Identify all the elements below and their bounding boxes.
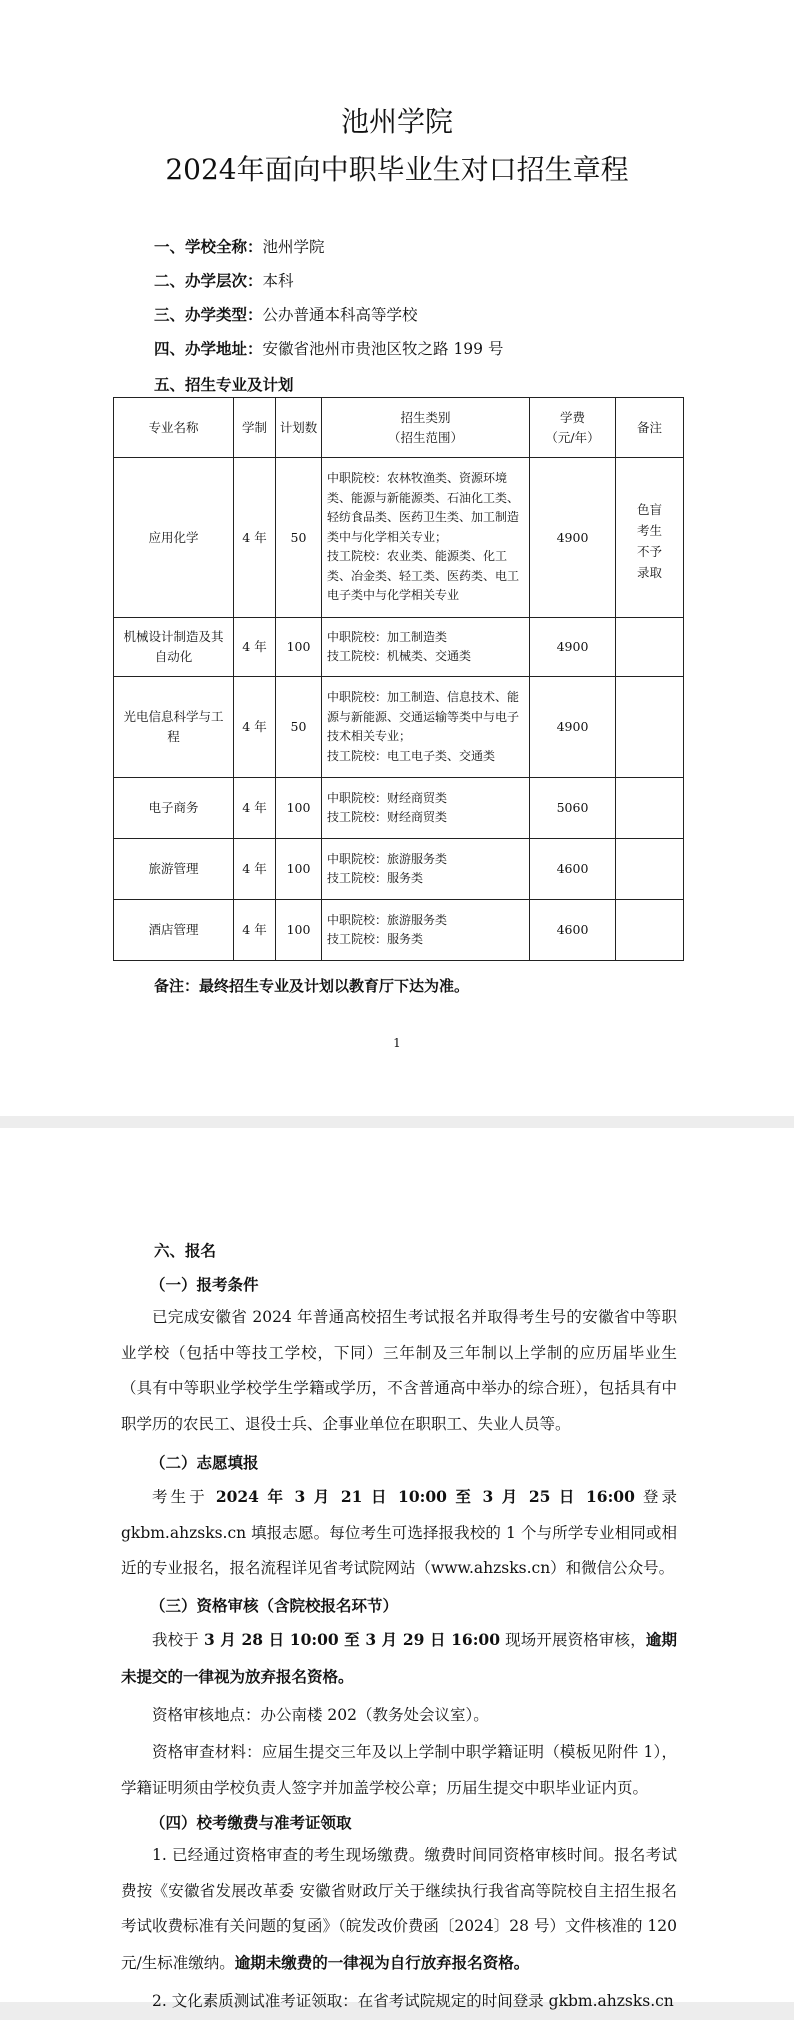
duration-cell: 4 年 (234, 839, 276, 900)
header-duration: 学制 (234, 398, 276, 458)
table-row (114, 839, 684, 900)
info-value: 安徽省池州市贵池区牧之路 199 号 (262, 340, 504, 358)
sub3-text-b: 现场开展资格审核， (500, 1631, 646, 1649)
fee-cell: 4900 (530, 618, 616, 677)
category-cell (322, 900, 530, 961)
duration-cell: 4 年 (234, 900, 276, 961)
major-cell: 光电信息科学与工程 (114, 677, 234, 778)
subsection-4-item-2: 2. 文化素质测试准考证领取：在省考试院规定的时间登录 gkbm.ahzsks.cn (152, 1992, 674, 2010)
major-cell: 酒店管理 (114, 900, 234, 961)
category-technical: 技工院校：服务类 (327, 871, 424, 885)
fee-cell: 4900 (530, 458, 616, 618)
subsection-3-place: 资格审核地点：办公南楼 202（教务处会议室）。 (152, 1706, 489, 1724)
table-row (114, 677, 684, 778)
info-label: 三、办学类型： (154, 305, 263, 324)
category-cell (322, 839, 530, 900)
sub2-text-a: 考生于 (152, 1488, 216, 1506)
header-category-line1: 招生类别 (400, 409, 451, 425)
plan-cell: 100 (276, 778, 322, 839)
info-value: 本科 (262, 272, 294, 290)
subsection-4-item-1 (121, 1838, 677, 1981)
category-cell (322, 677, 530, 778)
category-vocational: 中职院校：加工制造类 (327, 629, 448, 644)
major-cell: 应用化学 (114, 458, 234, 618)
fee-cell: 4900 (530, 677, 616, 778)
note-text: 色盲考生不予录取 (636, 502, 662, 580)
school-title: 池州学院 (340, 105, 453, 138)
info-address (154, 339, 503, 359)
category-vocational: 中职院校：财经商贸类 (327, 790, 448, 805)
duration-cell: 4 年 (234, 778, 276, 839)
plan-cell: 100 (276, 900, 322, 961)
enrollment-plan-table (113, 397, 684, 961)
header-note: 备注 (616, 398, 684, 458)
subsection-3-text (121, 1622, 677, 1695)
major-cell: 机械设计制造及其自动化 (114, 618, 234, 677)
info-label: 二、办学层次： (154, 271, 263, 290)
sub3-date-range: 3 月 28 日 10:00 至 3 月 29 日 16:00 (204, 1630, 500, 1649)
category-cell (322, 458, 530, 618)
info-label: 一、学校全称： (154, 237, 263, 256)
major-cell: 旅游管理 (114, 839, 234, 900)
info-school-name (154, 237, 325, 257)
duration-cell: 4 年 (234, 458, 276, 618)
fee-cell: 5060 (530, 778, 616, 839)
plan-cell: 100 (276, 618, 322, 677)
info-label: 四、办学地址： (154, 339, 263, 358)
category-technical: 技工院校：财经商贸类 (327, 810, 448, 824)
note-cell (616, 839, 684, 900)
note-cell (616, 677, 684, 778)
header-fee (530, 398, 616, 458)
sub4-item1-text: 1. 已经通过资格审查的考生现场缴费。缴费时间同资格审核时间。报名考试费按《安徽省发展改革委 安徽省财政厅关于继续执行我省高等院校自主招生报名考试收费标准有关问题的复函》（皖发改价费函〔2024〕28 号）文件核准的 120 元/生标准缴纳。 (121, 1846, 677, 1972)
subsection-2-text (121, 1479, 677, 1587)
document-title: 2024年面向中职毕业生对口招生章程 (165, 153, 629, 186)
category-vocational: 中职院校：旅游服务类 (327, 851, 448, 866)
header-plan: 计划数 (276, 398, 322, 458)
category-technical: 技工院校：服务类 (327, 932, 424, 946)
page-number: 1 (393, 1036, 401, 1050)
subsection-1-text: 已完成安徽省 2024 年普通高校招生考试报名并取得考生号的安徽省中等职业学校（包括中等技工学校，下同）三年制及三年制以上学制的应历届毕业生（具有中等职业学校学生学籍或学历，不含普通高中举办的综合班），包括具有中职学历的农民工、退役士兵、企事业单位在职职工、失业人员等。 (121, 1308, 677, 1433)
sub2-text-b: 登录 gkbm.ahzsks.cn 填报志愿。每位考生可选择报我校的 1 个与所学专业相同或相近的专业报名，报名流程详见省考试院网站（www.ahzsks.cn）和微信公众号。 (121, 1488, 677, 1577)
sub3-text-a: 我校于 (152, 1631, 204, 1649)
plan-remark: 备注：最终招生专业及计划以教育厅下达为准。 (154, 977, 470, 995)
plan-cell: 100 (276, 839, 322, 900)
table-row (114, 900, 684, 961)
category-technical: 技工院校：电工电子类、交通类 (327, 748, 496, 763)
category-vocational: 中职院校：农林牧渔类、资源环境类、能源与新能源类、石油化工类、轻纺食品类、医药卫生类、加工制造类中与化学相关专业； (327, 471, 520, 544)
header-category (322, 398, 530, 458)
table-header-row (114, 398, 684, 458)
sub3-deadline-warning: 逾期未提交的一律视为放弃报名资格。 (121, 1630, 677, 1686)
section-6-title: 六、报名 (154, 1241, 217, 1260)
table-row (114, 618, 684, 677)
subsection-3-materials: 资格审查材料：应届生提交三年及以上学制中职学籍证明（模板见附件 1），学籍证明须由学校负责人签字并加盖学校公章；历届生提交中职毕业证内页。 (121, 1743, 677, 1797)
note-cell (616, 778, 684, 839)
duration-cell: 4 年 (234, 618, 276, 677)
duration-cell: 4 年 (234, 677, 276, 778)
fee-cell: 4600 (530, 839, 616, 900)
info-value: 池州学院 (262, 238, 325, 256)
table-row (114, 458, 684, 618)
subsection-4-title: （四）校考缴费与准考证领取 (150, 1813, 352, 1832)
category-technical: 技工院校：机械类、交通类 (327, 649, 472, 663)
category-cell (322, 618, 530, 677)
fee-cell: 4600 (530, 900, 616, 961)
info-type (154, 305, 418, 325)
note-cell (616, 618, 684, 677)
subsection-1-title: （一）报考条件 (150, 1275, 259, 1294)
category-technical: 技工院校：农业类、能源类、化工类、冶金类、轻工类、医药类、电工电子类中与化学相关专业 (327, 549, 520, 603)
major-cell: 电子商务 (114, 778, 234, 839)
note-cell (616, 458, 684, 618)
table-row (114, 778, 684, 839)
info-value: 公办普通本科高等学校 (262, 306, 418, 324)
header-major: 专业名称 (114, 398, 234, 458)
plan-cell: 50 (276, 458, 322, 618)
header-fee-line1: 学费 (559, 409, 585, 425)
note-cell (616, 900, 684, 961)
sub2-date-range: 2024 年 3 月 21 日 10:00 至 3 月 25 日 16:00 (215, 1487, 635, 1506)
category-cell (322, 778, 530, 839)
category-vocational: 中职院校：加工制造、信息技术、能源与新能源、交通运输等类中与电子技术相关专业； (327, 690, 520, 743)
section-5-title: 五、招生专业及计划 (154, 375, 294, 394)
plan-cell: 50 (276, 677, 322, 778)
sub4-item1-warning: 逾期未缴费的一律视为自行放弃报名资格。 (234, 1952, 530, 1972)
header-category-line2: （招生范围） (387, 429, 463, 445)
document-page-2 (0, 1128, 794, 2010)
info-level (154, 271, 294, 291)
subsection-2-title: （二）志愿填报 (150, 1453, 259, 1472)
category-vocational: 中职院校：旅游服务类 (327, 912, 448, 927)
subsection-3-title: （三）资格审核（含院校报名环节） (150, 1596, 399, 1615)
header-fee-line2: （元/年） (545, 429, 600, 445)
